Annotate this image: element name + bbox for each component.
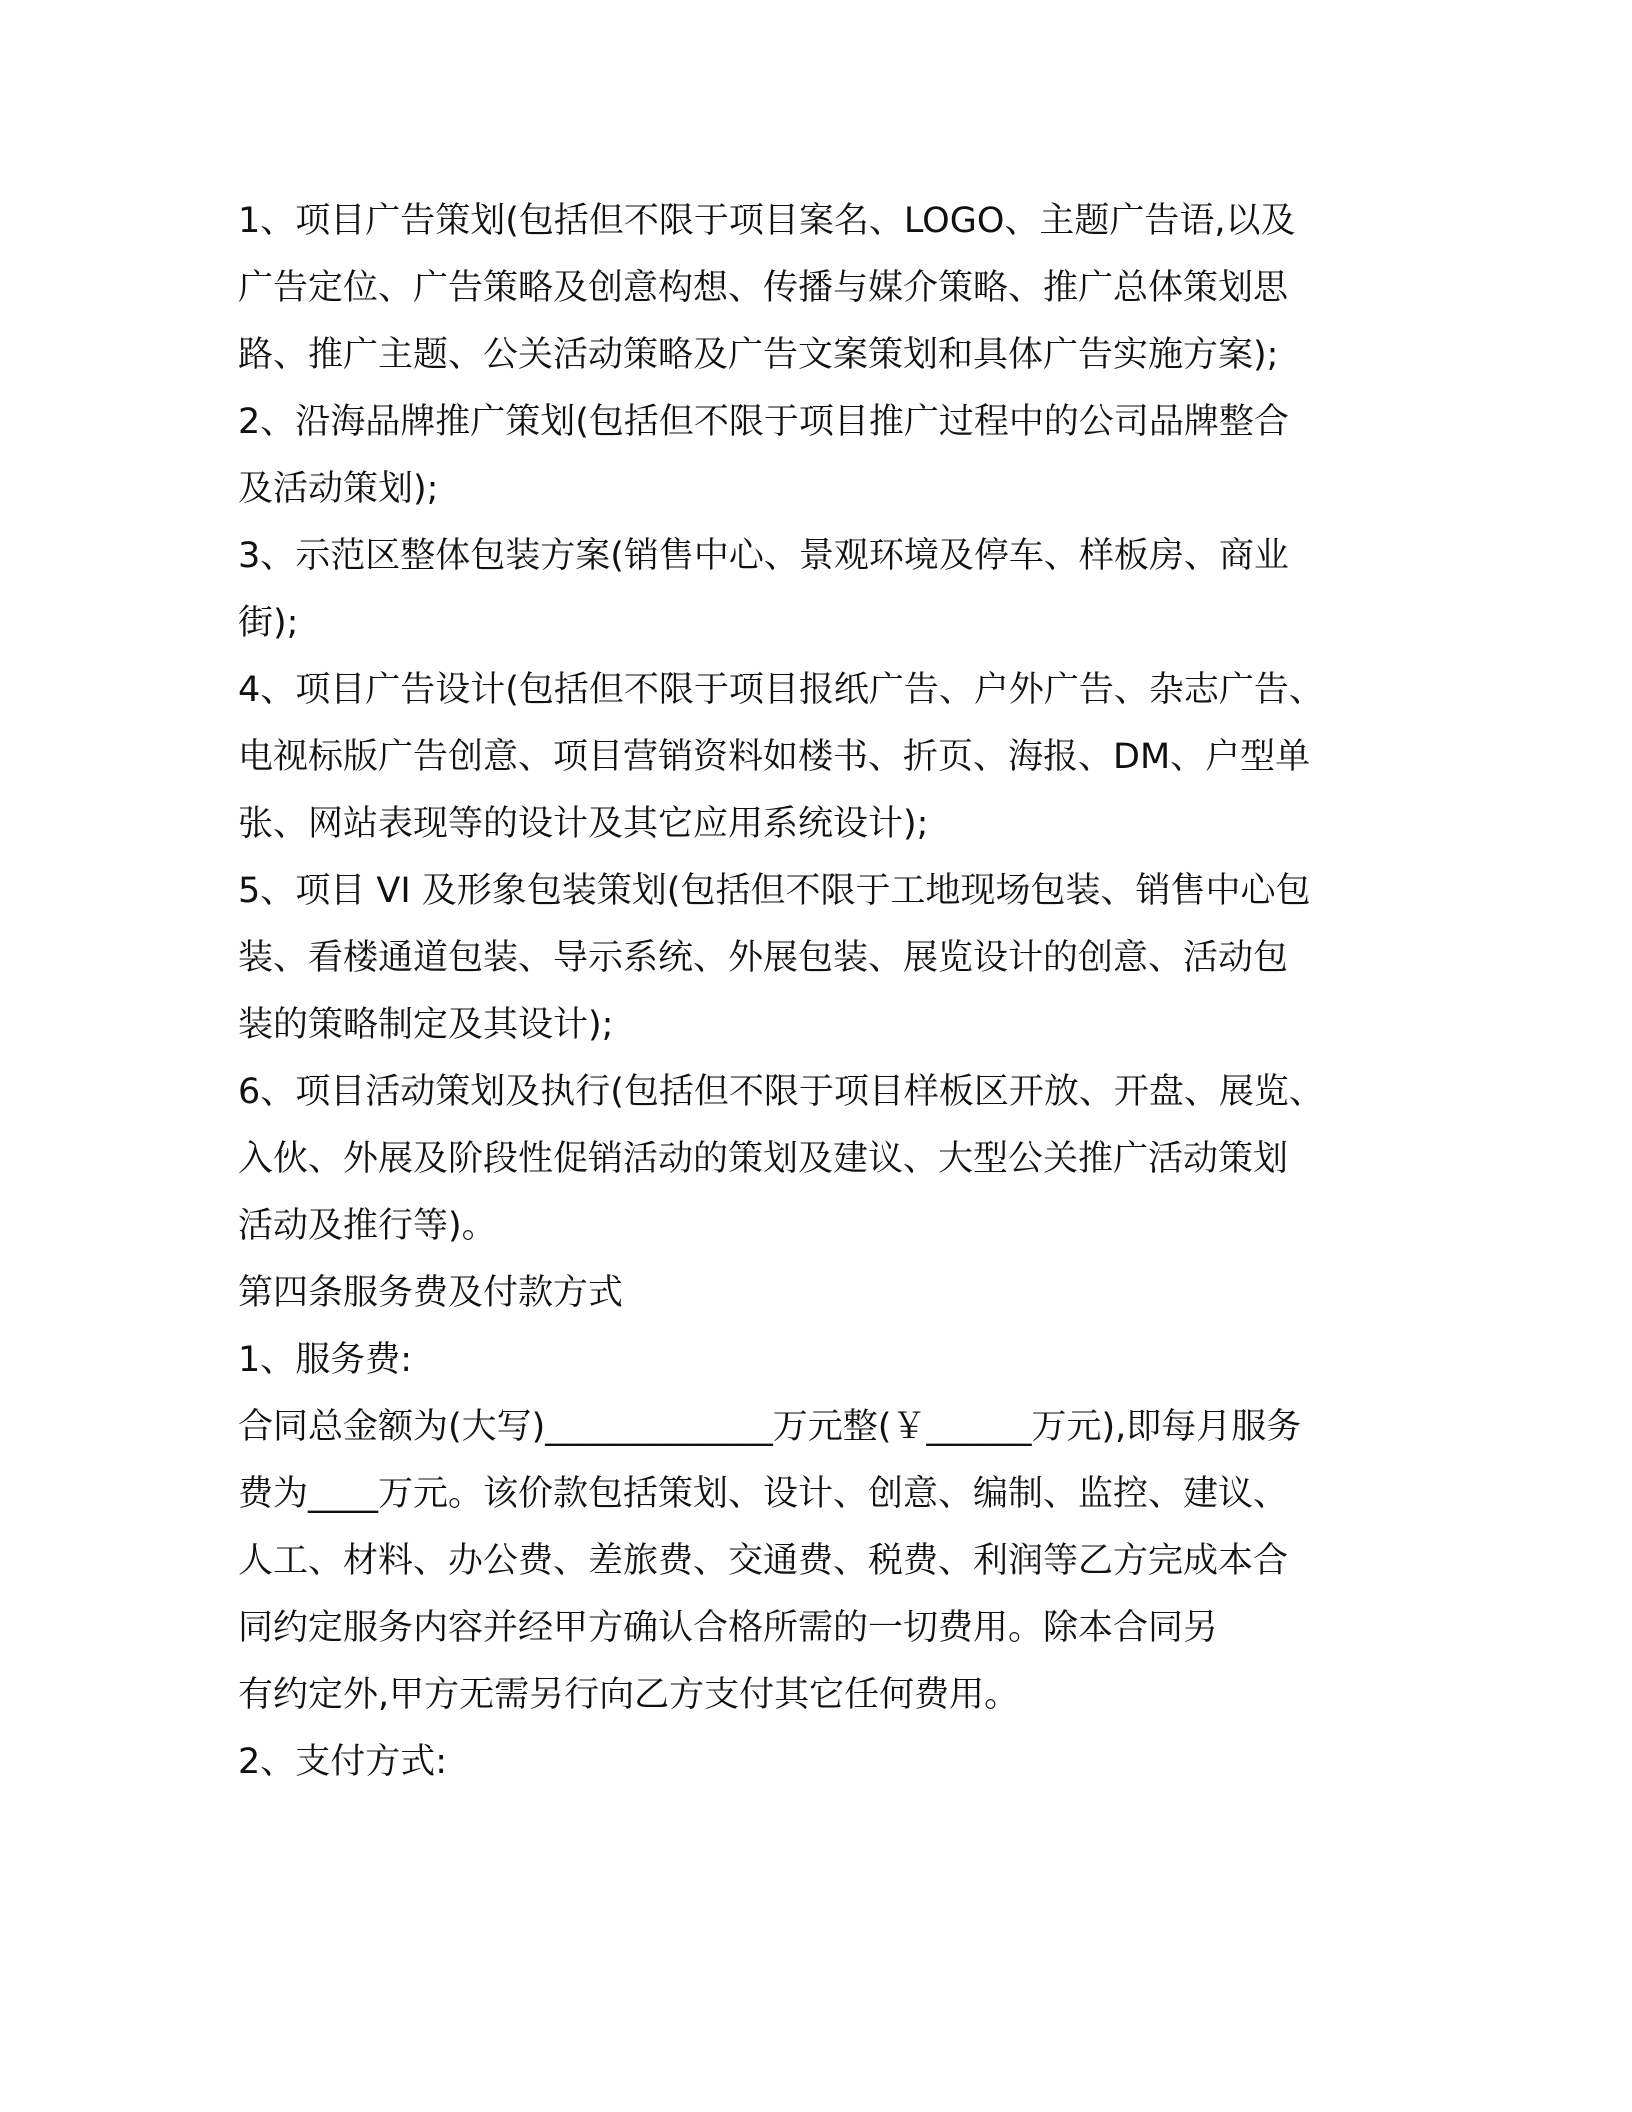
- text-line: 电视标版广告创意、项目营销资料如楼书、折页、海报、DM、户型单: [238, 737, 1311, 777]
- text-line: 3、示范区整体包装方案(销售中心、景观环境及停车、样板房、商业: [238, 536, 1289, 576]
- text-line: 6、项目活动策划及执行(包括但不限于项目样板区开放、开盘、展览、: [238, 1072, 1324, 1112]
- text-line: 街);: [238, 603, 299, 643]
- text-line: 入伙、外展及阶段性促销活动的策划及建议、大型公关推广活动策划: [238, 1139, 1289, 1179]
- document-body: [238, 188, 1388, 1796]
- text-line: 活动及推行等)。: [238, 1206, 497, 1246]
- text-line: 2、沿海品牌推广策划(包括但不限于项目推广过程中的公司品牌整合: [238, 402, 1289, 442]
- text-line: 路、推广主题、公关活动策略及广告文案策划和具体广告实施方案);: [238, 335, 1279, 375]
- text-line: 2、支付方式:: [238, 1742, 448, 1782]
- text-line: 4、项目广告设计(包括但不限于项目报纸广告、户外广告、杂志广告、: [238, 670, 1324, 710]
- text-line: 装的策略制定及其设计);: [238, 1005, 614, 1045]
- text-line: 广告定位、广告策略及创意构想、传播与媒介策略、推广总体策划思: [238, 268, 1289, 308]
- text-line: 有约定外,甲方无需另行向乙方支付其它任何费用。: [238, 1675, 1020, 1715]
- section-heading: 第四条服务费及付款方式: [238, 1273, 624, 1313]
- text-line: 张、网站表现等的设计及其它应用系统设计);: [238, 804, 929, 844]
- text-line: 同约定服务内容并经甲方确认合格所需的一切费用。除本合同另: [238, 1608, 1219, 1648]
- text-line: 费为____万元。该价款包括策划、设计、创意、编制、监控、建议、: [238, 1474, 1289, 1514]
- text-line: 合同总金额为(大写)_____________万元整(￥______万元),即每月服务: [238, 1407, 1302, 1447]
- text-line: 1、服务费:: [238, 1340, 413, 1380]
- text-line: 1、项目广告策划(包括但不限于项目案名、LOGO、主题广告语,以及: [238, 201, 1296, 241]
- text-line: 装、看楼通道包装、导示系统、外展包装、展览设计的创意、活动包: [238, 938, 1289, 978]
- text-line: 及活动策划);: [238, 469, 439, 509]
- text-line: 5、项目 VI 及形象包装策划(包括但不限于工地现场包装、销售中心包: [238, 871, 1311, 911]
- text-line: 人工、材料、办公费、差旅费、交通费、税费、利润等乙方完成本合: [238, 1541, 1289, 1581]
